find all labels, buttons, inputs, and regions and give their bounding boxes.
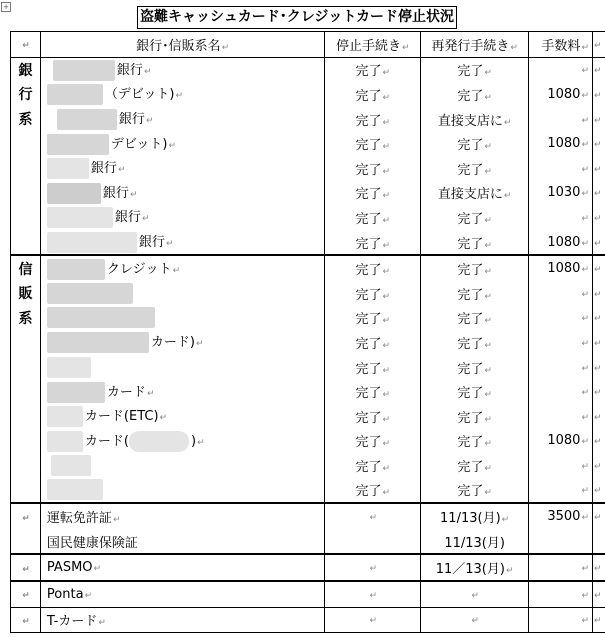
- row-reissue: 完了↵: [421, 281, 529, 306]
- row-fee: ↵: [529, 330, 593, 355]
- status-table: [10, 31, 605, 633]
- group-label-char: 販: [11, 281, 41, 306]
- redacted-block: [47, 232, 137, 253]
- row-fee: ↵: [529, 478, 593, 504]
- redacted-block: [47, 259, 105, 280]
- row-reissue: 11/13(月): [421, 529, 529, 555]
- redacted-block: [47, 332, 149, 353]
- redacted-block: [47, 134, 109, 155]
- row-reissue: 11／13(月)↵: [421, 554, 529, 581]
- table-row: 行 （デビット)↵ 完了↵ 完了↵ 1080↵ ↵: [11, 82, 605, 107]
- row-name: 銀行↵: [40, 230, 324, 256]
- row-reissue: 完了↵: [421, 330, 529, 355]
- row-name: [40, 478, 324, 504]
- row-fee: ↵: [529, 453, 593, 478]
- row-reissue: 完了↵: [421, 131, 529, 156]
- table-row: ↵ PASMO↵ ↵ 11／13(月)↵ ↵ ↵: [11, 554, 605, 581]
- row-stop: 完了↵: [325, 255, 421, 281]
- row-name: カード( )↵: [40, 429, 324, 454]
- row-reissue: 完了↵: [421, 379, 529, 404]
- row-fee: 1080↵: [529, 82, 593, 107]
- row-fee: 3500↵: [529, 503, 593, 529]
- table-row: デビット)↵ 完了↵ 完了↵ 1080↵ ↵: [11, 131, 605, 156]
- table-row: カード↵ 完了↵ 完了↵ ↵ ↵: [11, 379, 605, 404]
- row-stop: 完了↵: [325, 57, 421, 82]
- row-name: Ponta↵: [40, 581, 324, 607]
- row-reissue: 完了↵: [421, 355, 529, 380]
- row-reissue: 完了↵: [421, 82, 529, 107]
- row-fee: ↵: [529, 607, 593, 633]
- group-label-char: 系: [11, 107, 41, 132]
- row-fee: 1080↵: [529, 131, 593, 156]
- row-stop: 完了↵: [325, 156, 421, 181]
- row-stop: ↵: [325, 607, 421, 633]
- redacted-block: [57, 109, 117, 130]
- row-name: 銀行↵: [40, 107, 324, 132]
- group-label-char: 行: [11, 82, 41, 107]
- redacted-block: [47, 406, 83, 427]
- header-cell-blank: ↵: [11, 32, 41, 58]
- row-reissue: 11/13(月)↵: [421, 503, 529, 529]
- row-name: T-カード↵: [40, 607, 324, 633]
- table-row: 販 完了↵ 完了↵ ↵ ↵: [11, 281, 605, 306]
- row-stop: 完了↵: [325, 107, 421, 132]
- table-row: 系 銀行↵ 完了↵ 直接支店に↵ ↵ ↵: [11, 107, 605, 132]
- redacted-block: [51, 455, 91, 476]
- header-end-cell: ↵: [592, 32, 605, 58]
- row-name: 銀行↵: [40, 205, 324, 230]
- document-title: 盗難キャッシュカード･クレジットカード停止状況: [137, 6, 457, 29]
- table-row: 銀行↵ 完了↵ 完了↵ 1080↵ ↵: [11, 230, 605, 256]
- row-name: カード)↵: [40, 330, 324, 355]
- header-stop: 停止手続き↵: [325, 32, 421, 58]
- row-name: [40, 355, 324, 380]
- row-name: （デビット)↵: [40, 82, 324, 107]
- redacted-block: [47, 357, 91, 378]
- row-fee: ↵: [529, 156, 593, 181]
- row-reissue: 完了↵: [421, 230, 529, 256]
- row-stop: 完了↵: [325, 330, 421, 355]
- row-reissue: 完了↵: [421, 156, 529, 181]
- row-name: PASMO↵: [40, 554, 324, 581]
- table-row: ↵ Ponta↵ ↵ ↵ ↵ ↵: [11, 581, 605, 607]
- row-stop: 完了↵: [325, 181, 421, 206]
- row-fee: ↵: [529, 57, 593, 82]
- row-stop: 完了↵: [325, 355, 421, 380]
- row-reissue: ↵: [421, 607, 529, 633]
- row-reissue: ↵: [421, 581, 529, 607]
- row-name: 国民健康保険証: [40, 529, 324, 555]
- table-row: 銀行↵ 完了↵ 直接支店に↵ 1030↵ ↵: [11, 181, 605, 206]
- row-stop: 完了↵: [325, 429, 421, 454]
- row-fee: ↵: [529, 205, 593, 230]
- row-fee: 1080↵: [529, 255, 593, 281]
- row-fee: [529, 529, 593, 555]
- row-name: 銀行↵: [40, 57, 324, 82]
- table-row: カード( )↵ 完了↵ 完了↵ 1080↵ ↵: [11, 429, 605, 454]
- row-name: カード(ETC)↵: [40, 404, 324, 429]
- row-stop: 完了↵: [325, 404, 421, 429]
- row-stop: [325, 529, 421, 555]
- row-name: カード↵: [40, 379, 324, 404]
- redacted-block: [47, 207, 113, 228]
- row-fee: 1030↵: [529, 181, 593, 206]
- row-fee: 1080↵: [529, 230, 593, 256]
- row-name: デビット)↵: [40, 131, 324, 156]
- row-name: 運転免許証↵: [40, 503, 324, 529]
- row-reissue: 直接支店に↵: [421, 107, 529, 132]
- row-reissue: 完了↵: [421, 429, 529, 454]
- row-stop: ↵: [325, 554, 421, 581]
- row-fee: 1080↵: [529, 429, 593, 454]
- redacted-block: [47, 158, 89, 179]
- group-label-char: 系: [11, 306, 41, 331]
- table-row: 完了↵ 完了↵ ↵ ↵: [11, 453, 605, 478]
- row-reissue: 完了↵: [421, 453, 529, 478]
- table-row: 銀行↵ 完了↵ 完了↵ ↵ ↵: [11, 156, 605, 181]
- row-reissue: 完了↵: [421, 57, 529, 82]
- redacted-block: [47, 307, 155, 328]
- row-name: [40, 306, 324, 331]
- redacted-block: [47, 283, 133, 304]
- row-reissue: 完了↵: [421, 205, 529, 230]
- row-stop: 完了↵: [325, 478, 421, 504]
- group-label-char: 信: [11, 255, 41, 281]
- row-stop: ↵: [325, 503, 421, 529]
- table-row: ↵ T-カード↵ ↵ ↵ ↵ ↵: [11, 607, 605, 633]
- table-row: 完了↵ 完了↵ ↵ ↵: [11, 478, 605, 504]
- table-row: 銀 銀行↵ 完了↵ 完了↵ ↵ ↵: [11, 57, 605, 82]
- row-name: 銀行↵: [40, 156, 324, 181]
- row-fee: ↵: [529, 404, 593, 429]
- redacted-block: [47, 382, 105, 403]
- row-fee: ↵: [529, 379, 593, 404]
- header-fee: 手数料↵: [529, 32, 593, 58]
- row-fee: ↵: [529, 581, 593, 607]
- row-reissue: 完了↵: [421, 306, 529, 331]
- row-fee: ↵: [529, 107, 593, 132]
- row-stop: 完了↵: [325, 306, 421, 331]
- row-name: クレジット↵: [40, 255, 324, 281]
- row-reissue: 完了↵: [421, 404, 529, 429]
- row-stop: 完了↵: [325, 205, 421, 230]
- row-stop: 完了↵: [325, 453, 421, 478]
- row-fee: ↵: [529, 554, 593, 581]
- redacted-block: [129, 431, 189, 452]
- table-row: [11, 529, 605, 555]
- row-fee: ↵: [529, 306, 593, 331]
- row-stop: 完了↵: [325, 281, 421, 306]
- table-row: カード)↵ 完了↵ 完了↵ ↵ ↵: [11, 330, 605, 355]
- header-reissue: 再発行手続き↵: [421, 32, 529, 58]
- row-reissue: 直接支店に↵: [421, 181, 529, 206]
- table-row: ↵ 運転免許証↵ ↵ 11/13(月)↵ 3500↵ ↵: [11, 503, 605, 529]
- redacted-block: [53, 60, 115, 81]
- redacted-block: [47, 183, 101, 204]
- table-row: 完了↵ 完了↵ ↵ ↵: [11, 355, 605, 380]
- table-row: 信 クレジット↵ 完了↵ 完了↵ 1080↵ ↵: [11, 255, 605, 281]
- table-row: 系 完了↵ 完了↵ ↵ ↵: [11, 306, 605, 331]
- row-stop: 完了↵: [325, 82, 421, 107]
- row-stop: 完了↵: [325, 379, 421, 404]
- table-row: カード(ETC)↵ 完了↵ 完了↵ ↵ ↵: [11, 404, 605, 429]
- redacted-block: [47, 479, 103, 500]
- row-reissue: 完了↵: [421, 255, 529, 281]
- redacted-block: [47, 431, 83, 452]
- row-name: [40, 453, 324, 478]
- row-fee: ↵: [529, 355, 593, 380]
- row-name: [40, 281, 324, 306]
- row-reissue: 完了↵: [421, 478, 529, 504]
- row-name: 銀行↵: [40, 181, 324, 206]
- group-label-char: 銀: [11, 57, 41, 82]
- redacted-block: [47, 84, 103, 105]
- table-header-row: [11, 32, 605, 58]
- row-stop: 完了↵: [325, 131, 421, 156]
- row-fee: ↵: [529, 281, 593, 306]
- table-row: 銀行↵ 完了↵ 完了↵ ↵ ↵: [11, 205, 605, 230]
- row-stop: 完了↵: [325, 230, 421, 256]
- table-anchor-icon[interactable]: +: [1, 2, 11, 12]
- header-name: 銀行･信販系名↵: [40, 32, 324, 58]
- row-stop: ↵: [325, 581, 421, 607]
